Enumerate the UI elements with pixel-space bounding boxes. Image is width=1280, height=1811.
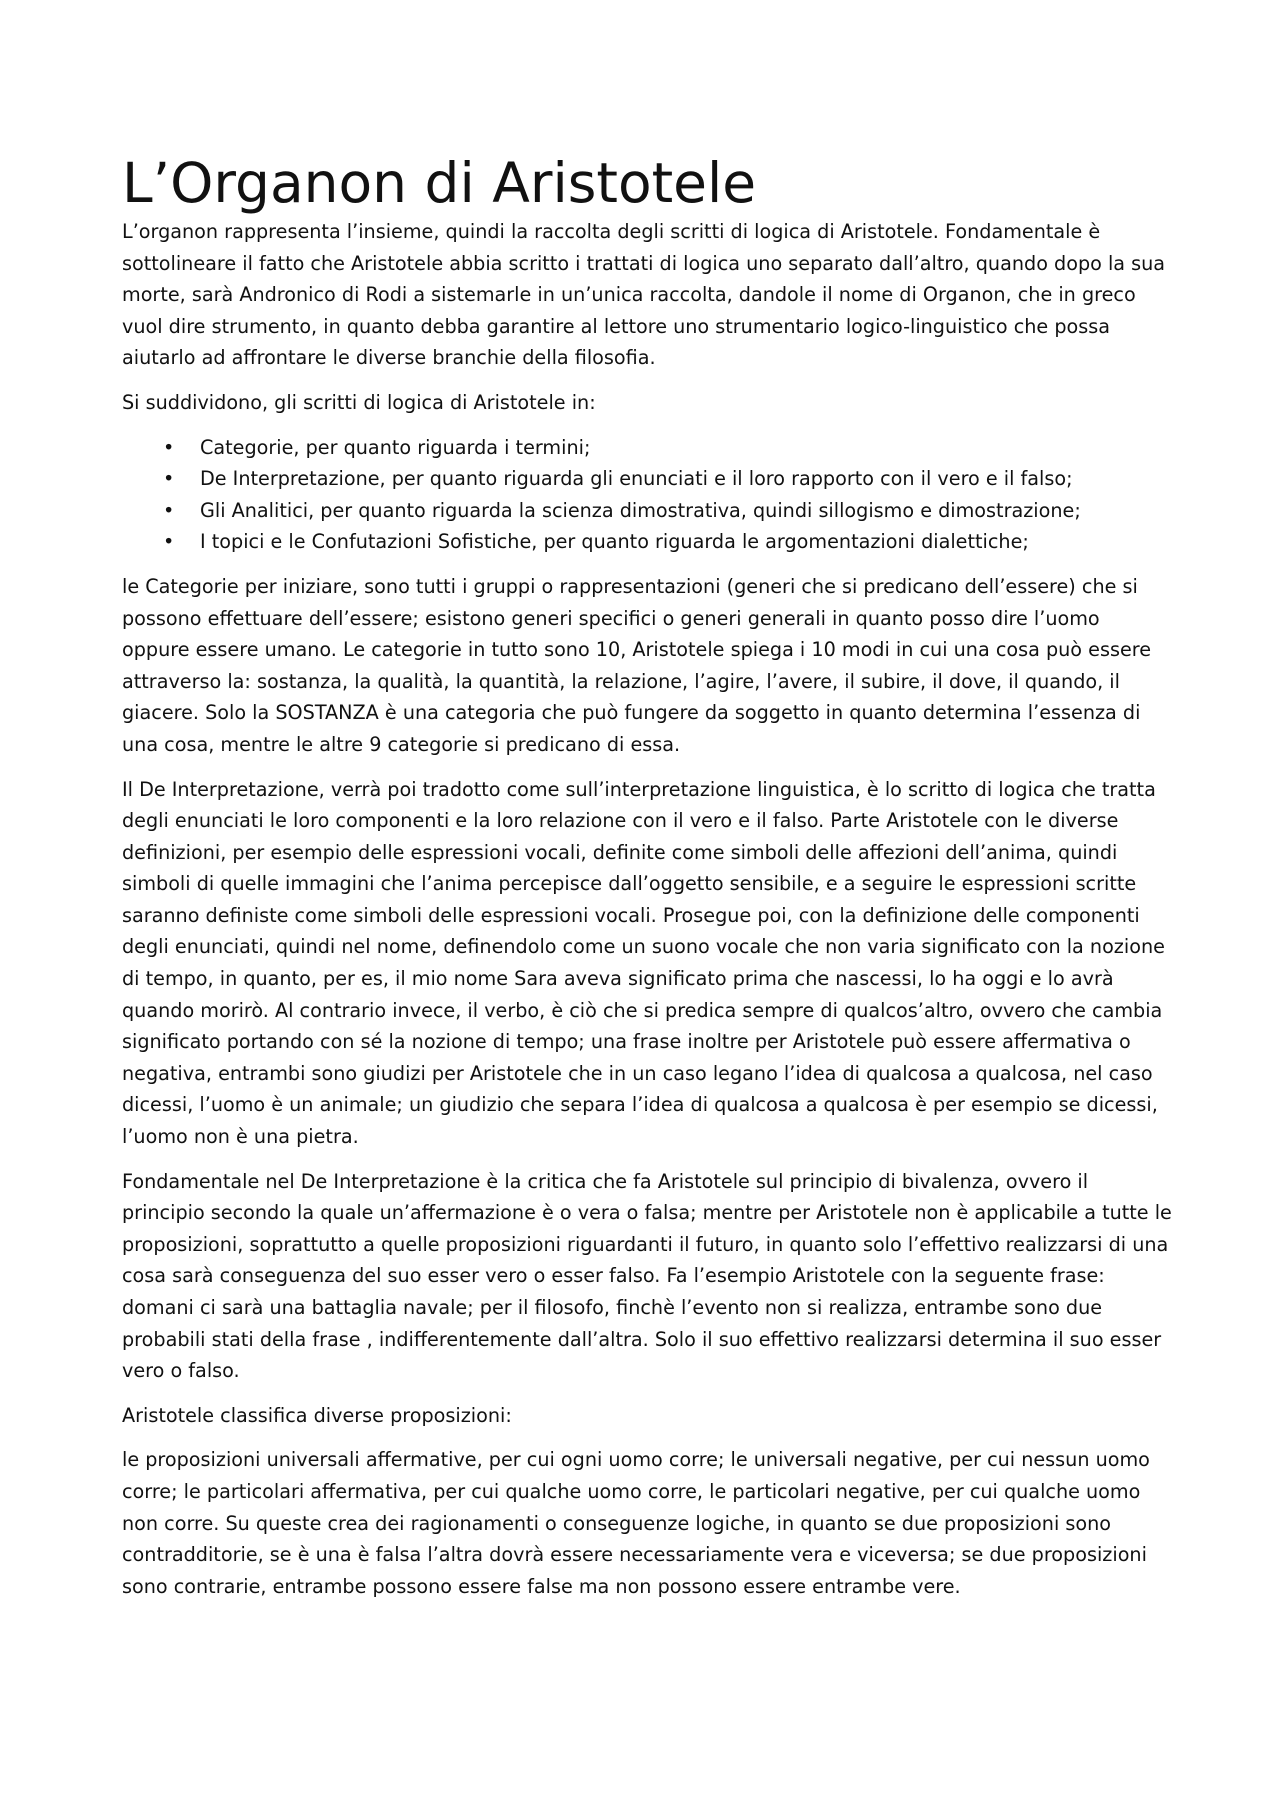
list-item-text: Gli Analitici, per quanto riguarda la scienza dimostrativa, quindi sillogismo e dimostrazione; [200,498,1081,522]
paragraph-classifica: Aristotele classifica diverse proposizioni: [122,1403,512,1427]
list-item-text: Categorie, per quanto riguarda i termini; [200,435,591,459]
document-title: L’Organon di Aristotele [122,151,757,215]
paragraph-subdivision: Si suddividono, gli scritti di logica di Aristotele in: [122,390,596,414]
list-item [122,495,1172,527]
paragraph-interpretazione: Il De Interpretazione, verrà poi tradotto come sull’interpretazione linguistica, è lo scritto di logica che tratta degli enunciati le loro componenti e la loro relazione con il vero e il falso. Parte Aristotele con le diverse definizioni, per esempio delle espressioni vocali, definite come simboli delle affezioni dell’anima, quindi simboli di quelle immagini che l’anima percepisce dall’oggetto sensibile, e a seguire le espressioni scritte saranno definiste come simboli delle espressioni vocali. Prosegue poi, con la definizione delle componenti degli enunciati, quindi nel nome, definendolo come un suono vocale che non varia significato con la nozione di tempo, in quanto, per es, il mio nome Sara aveva significato prima che nascessi, lo ha oggi e lo avrà quando morirò. Al contrario invece, il verbo, è ciò che si predica sempre di qualcos’altro, ovvero che cambia significato portando con sé la nozione di tempo; una frase inoltre per Aristotele può essere affermativa o negativa, entrambi sono giudizi per Aristotele che in un caso legano l’idea di qualcosa a qualcosa, nel caso dicessi, l’uomo è un animale; un giudizio che separa l’idea di qualcosa a qualcosa è per esempio se dicessi, l’uomo non è una pietra. [122,777,1165,1149]
document-page [122,150,1172,1615]
paragraph-categorie: le Categorie per iniziare, sono tutti i gruppi o rappresentazioni (generi che si predicano dell’essere) che si possono effettuare dell’essere; esistono generi specifici o generi generali in quanto posso dire l’uomo oppure essere umano. Le categorie in tutto sono 10, Aristotele spiega i 10 modi in cui una cosa può essere attraverso la: sostanza, la qualità, la quantità, la relazione, l’agire, l’avere, il subire, il dove, il quando, il giacere. Solo la SOSTANZA è una categoria che può fungere da soggetto in quanto determina l’essenza di una cosa, mentre le altre 9 categorie si predicano di essa. [122,574,1152,756]
bullet-icon: • [163,498,175,522]
paragraph-intro: L’organon rappresenta l’insieme, quindi la raccolta degli scritti di logica di Aristotele. Fondamentale è sottolineare il fatto che Aristotele abbia scritto i trattati di logica uno separato dall’altro, quando dopo la sua morte, sarà Andronico di Rodi a sistemarle in un’unica raccolta, dandole il nome di Organon, che in greco vuol dire strumento, in quanto debba garantire al lettore uno strumentario logico-linguistico che possa aiutarlo ad affrontare le diverse branchie della filosofia. [122,220,1166,370]
list-item-text: De Interpretazione, per quanto riguarda gli enunciati e il loro rapporto con il vero e il falso; [200,467,1073,491]
bullet-icon: • [163,435,175,459]
bullet-list [122,432,1172,558]
list-item [122,463,1172,495]
paragraph-proposizioni: le proposizioni universali affermative, per cui ogni uomo corre; le universali negative, per cui nessun uomo corre; le particolari affermativa, per cui qualche uomo corre, le particolari negative, per cui qualche uomo non corre. Su queste crea dei ragionamenti o conseguenze logiche, in quanto se due proposizioni sono contradditorie, se è una è falsa l’altra dovrà essere necessariamente vera e viceversa; se due proposizioni sono contrarie, entrambe possono essere false ma non possono essere entrambe vere. [122,1448,1150,1598]
bullet-icon: • [163,467,175,491]
bullet-icon: • [163,530,175,554]
list-item [122,432,1172,464]
list-item [122,526,1172,558]
list-item-text: I topici e le Confutazioni Sofistiche, per quanto riguarda le argomentazioni dialettiche; [200,530,1029,554]
paragraph-bivalenza: Fondamentale nel De Interpretazione è la critica che fa Aristotele sul principio di bivalenza, ovvero il principio secondo la quale un’affermazione è o vera o falsa; mentre per Aristotele non è applicabile a tutte le proposizioni, soprattutto a quelle proposizioni riguardanti il futuro, in quanto solo l’effettivo realizzarsi di una cosa sarà conseguenza del suo esser vero o esser falso. Fa l’esempio Aristotele con la seguente frase: domani ci sarà una battaglia navale; per il filosofo, finchè l’evento non si realizza, entrambe sono due probabili stati della frase , indifferentemente dall’altra. Solo il suo effettivo realizzarsi determina il suo esser vero o falso. [122,1169,1172,1383]
